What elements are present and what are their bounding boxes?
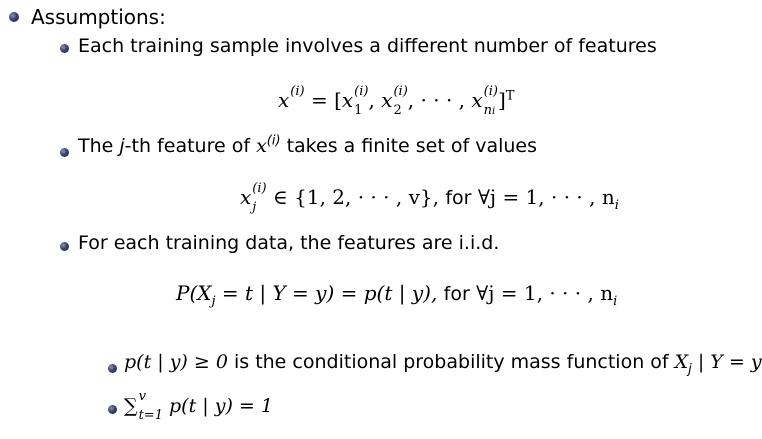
bullet-icon (60, 44, 69, 53)
formula-sample-vector: x (i) = [x (i) 1 , x (i) 2 , · · · , x (i) ni ]$^T$ (278, 84, 515, 118)
section-heading: Assumptions: (31, 5, 166, 29)
sub-bullet-icon (108, 405, 117, 414)
bullet-icon (60, 242, 69, 251)
bullet-text: Each training sample involves a different number of features (78, 35, 657, 57)
bullet-text: For each training data, the features are i.i.d. (78, 232, 500, 254)
sub-bullet-text: p(t | y) ≥ 0 is the conditional probability mass function of $X_j$ | Y = y (124, 351, 762, 377)
sub-bullet-icon (108, 364, 117, 373)
formula-iid: $P(X_j = t$ | Y = y) = p(t | y), for ∀j = 1, · · · , $n_i$ (176, 281, 618, 309)
bullet-icon (9, 12, 19, 22)
formula-feature-values: x (i) j ∈ {1, 2, · · · , v}, for ∀j = 1, · · · , $n_i$ (240, 181, 619, 215)
bullet-text: The j-th feature of $x^{(i)}$ takes a finite set of values (78, 133, 538, 157)
bullet-icon (60, 148, 69, 157)
sub-bullet-sum: ∑ v t=1 p(t | y) = 1 (124, 389, 273, 423)
